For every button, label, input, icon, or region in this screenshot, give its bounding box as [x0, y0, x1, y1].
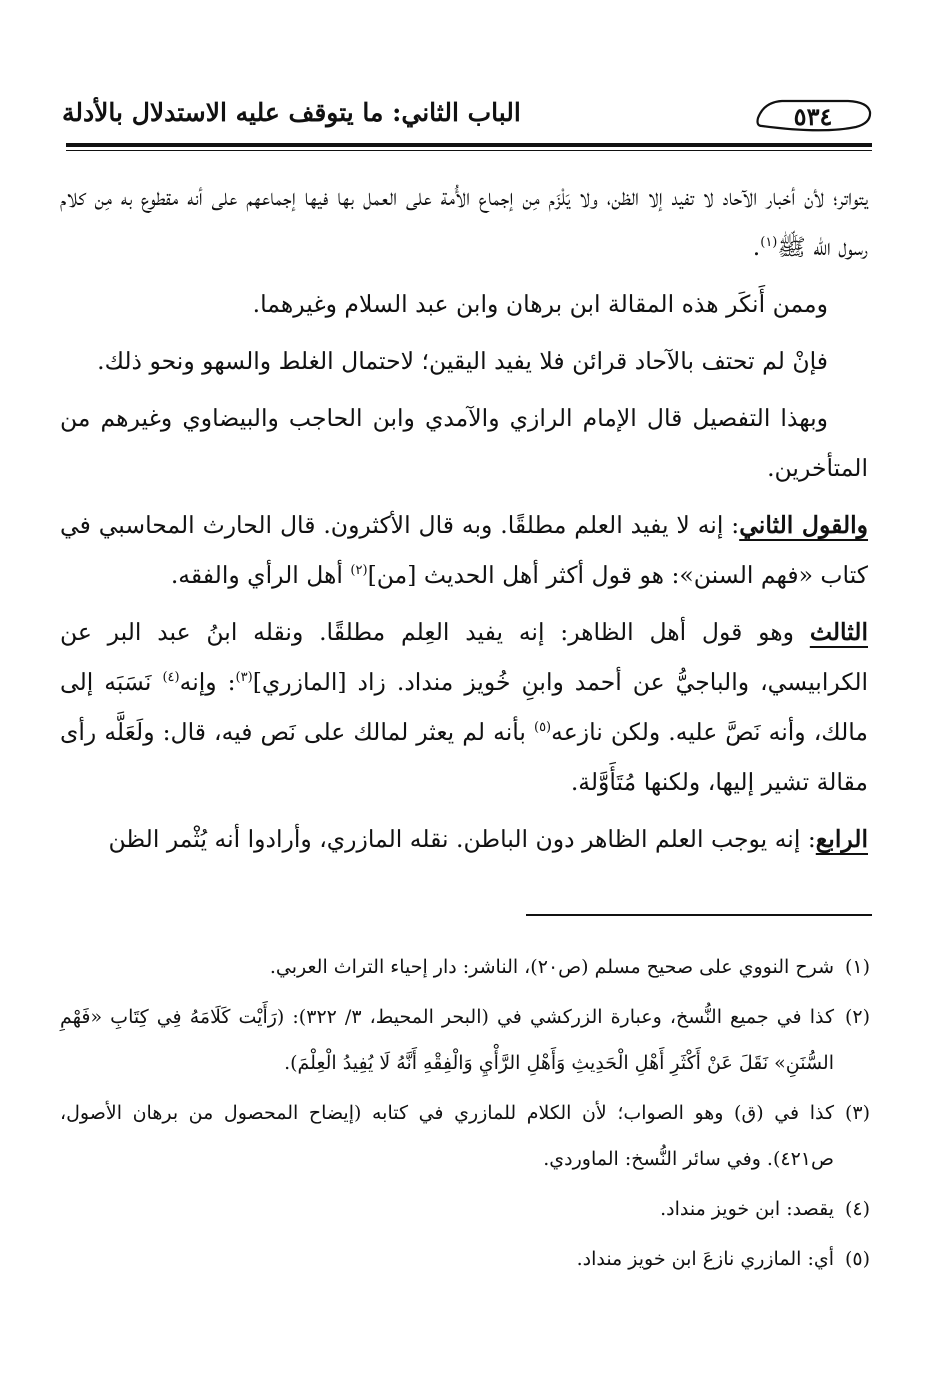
- footnote-number: (٣): [844, 1102, 870, 1124]
- footnote-number: (٥): [844, 1248, 870, 1270]
- fourth-opinion-heading: الرابع: [815, 825, 868, 853]
- third-opinion-heading: الثالث: [809, 618, 868, 646]
- footnote-text: أي: المازري نازعَ ابن خويز منداد.: [576, 1248, 834, 1270]
- header-rule-thin: [66, 150, 872, 151]
- footnote-number: (٢): [844, 1006, 870, 1028]
- footnote-number: (١): [844, 956, 870, 978]
- page-number: ٥٣٤: [793, 101, 833, 131]
- chapter-title: الباب الثاني: ما يتوقف عليه الاستدلال بالأدلة: [62, 98, 521, 127]
- paragraph-2: وممن أَنكَر هذه المقالة ابن برهان وابن عبد السلام وغيرهما.: [252, 290, 828, 318]
- second-opinion-heading: والقول الثاني: [739, 511, 869, 539]
- footnote-text: كذا في (ق) وهو الصواب؛ لأن الكلام للمازري في كتابه (إيضاح المحصول من برهان الأصول، ص٤٢١). وفي سائر النُّسخ: الماوردي.: [60, 1102, 834, 1170]
- footnote-separator: [526, 914, 872, 916]
- page-header: [62, 96, 874, 142]
- footnote-4: [60, 1186, 870, 1232]
- footnote-2: [60, 994, 870, 1086]
- paragraph-5: والقول الثاني: إنه لا يفيد العلم مطلقًا. وبه قال الأكثرون. قال الحارث المحاسبي في كتاب «فهم السنن»: هو قول أكثر أهل الحديث [من]$^{(٢)}$ أهل الرأي والفقه.: [60, 511, 869, 589]
- paragraph-3: فإنْ لم تحتف بالآحاد قرائن فلا يفيد اليقين؛ لاحتمال الغلط والسهو ونحو ذلك.: [97, 347, 828, 375]
- footnote-5: [60, 1236, 870, 1282]
- footnote-text: شرح النووي على صحيح مسلم (ص٢٠)، الناشر: دار إحياء التراث العربي.: [269, 956, 834, 978]
- footnote-ref-2: (٢): [350, 563, 368, 579]
- footnote-ref-5: (٥): [533, 720, 552, 736]
- footnote-ref-3: (٣): [235, 670, 253, 686]
- footnote-ref-4: (٤): [162, 670, 180, 686]
- page-number-badge: [752, 96, 874, 136]
- footnotes: [60, 944, 870, 1286]
- header-rule-thick: [66, 143, 872, 147]
- paragraph-1: يتواتر؛ لأن أخبار الآحاد لا تفيد إلا الظن، ولا يَلْزَم مِن إجماع الأُمة على العمل بها فيها إجماعهم على أنه مقطوع به مِن كلام رسول الله ﷺ$^{(١)}$.: [60, 183, 868, 261]
- footnote-1: [60, 944, 870, 990]
- footnote-ref-1: (١): [760, 235, 778, 251]
- paragraph-4: وبهذا التفصيل قال الإمام الرازي والآمدي وابن الحاجب والبيضاوي وغيرهم من المتأخرين.: [60, 404, 868, 482]
- footnote-3: [60, 1090, 870, 1182]
- main-text: [60, 172, 868, 871]
- footnote-text: كذا في جميع النُّسخ، وعبارة الزركشي في (البحر المحيط، ٣/ ٣٢٢): (رَأَيْت كَلَامَهُ فِي كِتَابِ «فَهْمِ السُّنَنِ» نَقَلَ عَنْ أَكْثَرِ أَهْلِ الْحَدِيثِ وَأَهْلِ الرَّأْيِ وَالْفِقْهِ أَنَّهُ لَا يُفِيدُ الْعِلْمَ).: [60, 1006, 834, 1074]
- paragraph-6: الثالث وهو قول أهل الظاهر: إنه يفيد العِلم مطلقًا. ونقله ابنُ عبد البر عن الكرابيسي، والباجيُّ عن أحمد وابنِ خُويز منداد. زاد [المازري]$^{(٣)}$: وإنه$^{(٤)}$ نَسَبَه إلى مالك، وأنه نَصَّ عليه. ولكن نازعه$^{(٥)}$ بأنه لم يعثر لمالك على نَص فيه، قال: ولَعَلَّه رأى مقالة تشير إليها، ولكنها مُتَأَوَّلة.: [60, 618, 869, 796]
- footnote-text: يقصد: ابن خويز منداد.: [660, 1198, 834, 1220]
- paragraph-7: الرابع: إنه يوجب العلم الظاهر دون الباطن. نقله المازري، وأرادوا أنه يُثْمر الظن: [108, 825, 868, 853]
- footnote-number: (٤): [844, 1198, 870, 1220]
